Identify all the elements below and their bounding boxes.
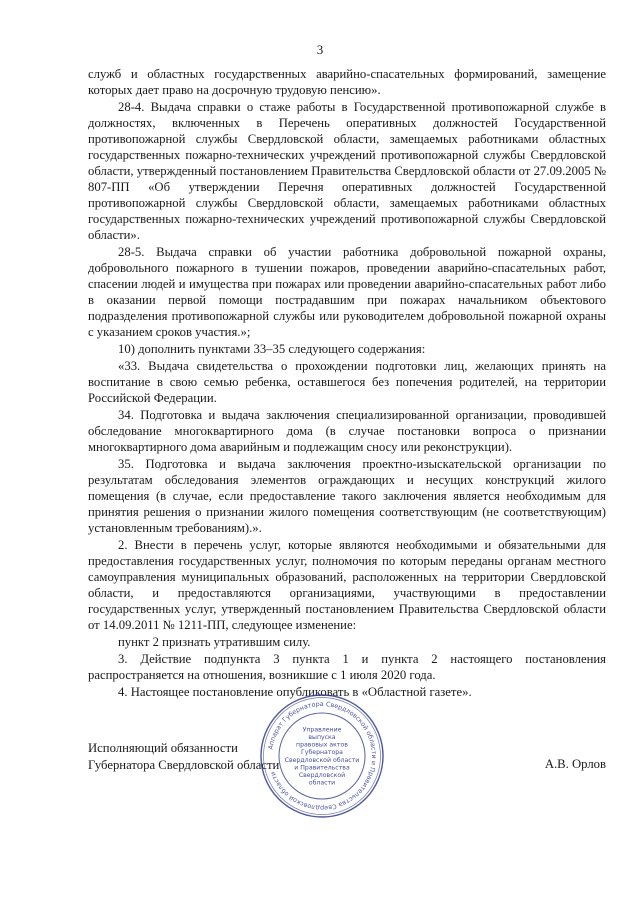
- seal-center-line: и Правительства: [294, 764, 350, 772]
- paragraph-33: «33. Выдача свидетельства о прохождении подготовки лиц, желающих принять на воспитание в свою семью ребенка, оставшегося без попечения родителей, на территории Российской Федерации.: [88, 359, 606, 405]
- signatory-title-line-2: Губернатора Свердловской области: [88, 758, 280, 772]
- paragraph-continuation: служб и областных государственных аварийно-спасательных формирований, замещение которых дает право на досрочную трудовую пенсию».: [88, 67, 606, 97]
- seal-center-line: выпуска: [308, 734, 336, 741]
- seal-center-line: правовых актов: [296, 741, 348, 749]
- paragraph-28-5: 28-5. Выдача справки об участии работника добровольной пожарной охраны, добровольного пожарного в тушении пожаров, проведении аварийно-спасательных работ, спасении людей и имущества при пожарах или проведении аварийно-спасательных работ либо в оказании первой помощи пострадавшим при пожарах начальником объектового подразделения противопожарной службы или руководителем добровольной пожарной охраны с указанием сроков участия.»;: [88, 245, 606, 339]
- signatory-title-line-1: Исполняющий обязанности: [88, 741, 238, 755]
- paragraph-28-4: 28-4. Выдача справки о стаже работы в Государственной противопожарной службе в должностях, включенных в Перечень оперативных должностей Государственной противопожарной службы Свердловской области, замещаемых работниками областных государственных пожарно-технических учреждений противопожарной службы Свердловской области, утвержденный постановлением Правительства Свердловской области от 27.09.2005 № 807-ПП «Об утверждении Перечня оперативных должностей Государственной противопожарной службы Свердловской области, замещаемых работниками областных государственных пожарно-технических учреждений противопожарной службы Свердловской области».: [88, 100, 606, 242]
- svg-text:Аппарат Губернатора Свердловск: Аппарат Губернатора Свердловской области и Правительства Свердловской области: [266, 699, 379, 813]
- paragraph-34: 34. Подготовка и выдача заключения специализированной организации, проводившей обследование многоквартирного дома (в случае постановки вопроса о признании многоквартирного дома аварийным и подлежащим сносу или реконструкции).: [88, 408, 606, 454]
- paragraph-item-10: 10) дополнить пунктами 33–35 следующего содержания:: [118, 342, 426, 356]
- paragraph-2-change: пункт 2 признать утратившим силу.: [118, 635, 311, 649]
- seal-center-line: Губернатора: [301, 749, 343, 757]
- paragraph-3: 3. Действие подпункта 3 пункта 1 и пункта 2 настоящего постановления распространяется на отношения, возникшие с 1 июля 2020 года.: [88, 652, 606, 682]
- document-body: [88, 66, 606, 701]
- official-seal-stamp: [258, 692, 386, 820]
- seal-center-line: Управление: [302, 726, 342, 734]
- paragraph-4: 4. Настоящее постановление опубликовать в «Областной газете».: [118, 685, 472, 699]
- seal-center-line: Свердловской области: [284, 756, 360, 764]
- signatory-name: А.В. Орлов: [544, 757, 606, 771]
- paragraph-35: 35. Подготовка и выдача заключения проектно-изыскательской организации по результатам обследования элементов ограждающих и несущих конструкций жилого помещения (в случае, если предоставление такого заключения является необходимым для принятия решения о признании жилого помещения соответствующим (не соответствующим) установленным требованиям).».: [88, 457, 606, 535]
- page-number: 3: [316, 42, 324, 57]
- seal-center-line: Свердловской: [298, 772, 346, 779]
- signatory-title: [88, 740, 279, 774]
- paragraph-2: 2. Внести в перечень услуг, которые являются необходимыми и обязательными для предоставления государственных услуг, полномочия по которым переданы органам местного самоуправления муниципальных образований, расположенных на территории Свердловской области, и предоставляются организациями, участвующими в предоставлении государственных услуг, утвержденный постановлением Правительства Свердловской области от 14.09.2011 № 1211-ПП, следующее изменение:: [88, 538, 606, 632]
- seal-graphic: [258, 692, 386, 820]
- seal-center-line: области: [308, 779, 336, 787]
